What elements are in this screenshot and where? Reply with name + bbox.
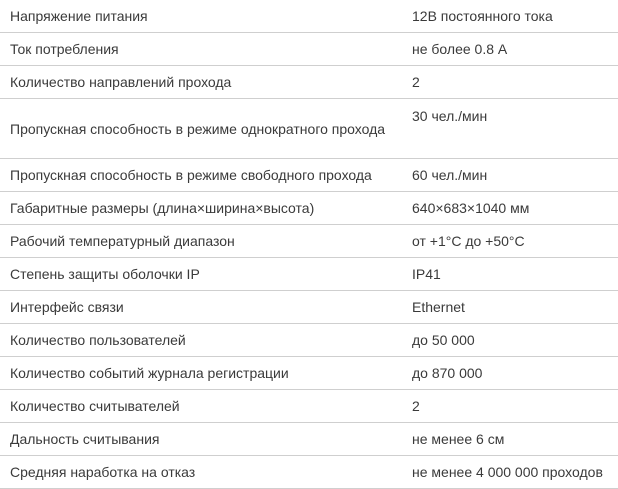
parameter-value: 2 [412,390,618,423]
parameter-value: до 50 000 [412,324,618,357]
parameter-name: Пропускная способность в режиме свободного прохода [0,159,412,192]
table-row [0,66,618,99]
table-row [0,258,618,291]
parameter-value: IP41 [412,258,618,291]
parameter-value: не более 0.8 А [412,33,618,66]
parameter-name: Количество направлений прохода [0,66,412,99]
parameter-name: Рабочий температурный диапазон [0,225,412,258]
parameter-value: 30 чел./мин [412,99,618,159]
parameter-name: Количество пользователей [0,324,412,357]
parameter-name: Напряжение питания [0,0,412,33]
parameter-name: Ток потребления [0,33,412,66]
table-row [0,99,618,159]
parameter-name: Степень защиты оболочки IP [0,258,412,291]
parameter-name: Габаритные размеры (длина×ширина×высота) [0,192,412,225]
parameter-value: не менее 4 000 000 проходов [412,456,618,489]
table-row [0,423,618,456]
table-row [0,357,618,390]
table-row [0,225,618,258]
table-row [0,0,618,33]
table-row [0,159,618,192]
parameter-value: 2 [412,66,618,99]
table-row [0,192,618,225]
parameter-name: Интерфейс связи [0,291,412,324]
parameter-value: Ethernet [412,291,618,324]
table-row [0,390,618,423]
table-row [0,324,618,357]
parameter-name: Количество событий журнала регистрации [0,357,412,390]
table-row [0,456,618,489]
parameter-name: Количество считывателей [0,390,412,423]
parameter-value: 640×683×1040 мм [412,192,618,225]
parameter-name: Средняя наработка на отказ [0,456,412,489]
table-row [0,291,618,324]
parameter-value: 12В постоянного тока [412,0,618,33]
parameter-name: Дальность считывания [0,423,412,456]
table-row [0,33,618,66]
parameter-value: не менее 6 см [412,423,618,456]
parameter-value: до 870 000 [412,357,618,390]
parameter-value: 60 чел./мин [412,159,618,192]
parameter-name: Пропускная способность в режиме однократного прохода [0,99,412,159]
parameter-value: от +1°С до +50°С [412,225,618,258]
